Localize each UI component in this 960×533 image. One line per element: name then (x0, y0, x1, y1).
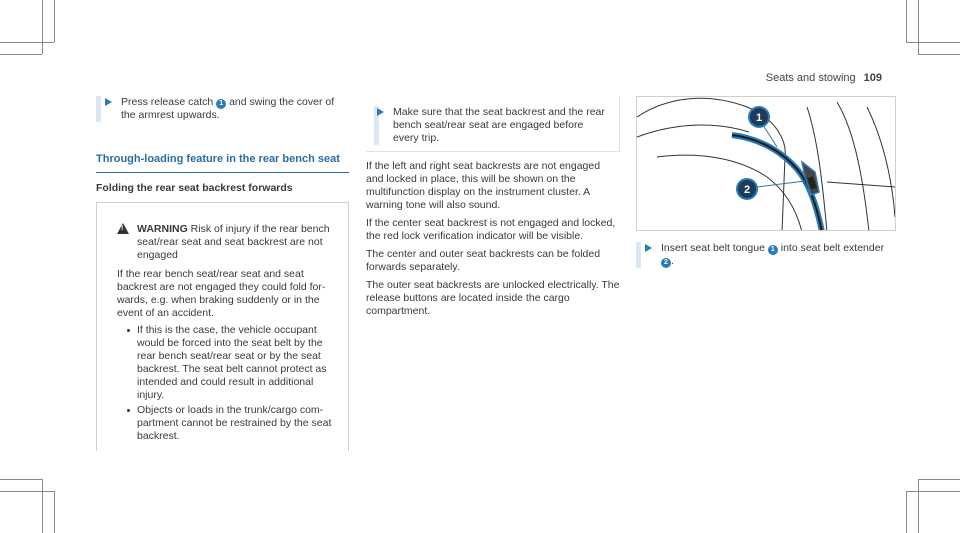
paragraph: The center and outer seat backrests can be folded forwards separately. (366, 248, 601, 273)
crop-mark (906, 491, 960, 492)
warning-triangle-icon (117, 223, 129, 234)
warning-lead: Risk of injury if the rear bench seat/rear seat and seat backrest are not engaged (137, 223, 330, 261)
crop-mark (906, 491, 907, 533)
paragraph: If the left and right seat backrests are not engaged and locked in place, this will be shown on the multifunction display on the instrument cluster. A warning tone will also sound. (366, 160, 601, 211)
note-step (374, 106, 609, 145)
column-left (96, 96, 349, 451)
step-text: Press release catch (121, 96, 214, 108)
body-text (366, 160, 620, 318)
crop-mark (906, 0, 907, 42)
note-text: Make sure that the seat backrest and the rear bench seat/rear seat are engaged before every trip. (393, 106, 605, 144)
crop-mark (906, 42, 960, 43)
sub-heading: Folding the rear seat backrest forwards (96, 182, 349, 203)
callout-2 (737, 179, 757, 199)
step-text: into seat belt extender (780, 242, 885, 254)
crop-mark (42, 479, 43, 533)
crop-mark (54, 491, 55, 533)
step-arrow-icon (105, 98, 112, 106)
header-title: Seats and stowing (765, 72, 856, 84)
callout-marker-1: 1 (768, 245, 778, 255)
column-right (636, 96, 896, 268)
crop-mark (54, 0, 55, 42)
crop-mark (918, 0, 919, 54)
paragraph: If the center seat backrest is not engaged and locked, the red lock verification indicator will be visible. (366, 217, 616, 242)
page-number: 109 (863, 72, 882, 84)
callout-1 (749, 107, 769, 127)
step-text: . (671, 255, 674, 267)
callout-2-label: 2 (743, 184, 751, 196)
step-text: Insert seat belt tongue (661, 242, 765, 254)
warning-header (117, 223, 338, 262)
warning-title: WARNING (137, 223, 188, 235)
warning-body: If the rear bench seat/rear seat and seat backrest are not engaged they could fold forwards, e.g. when braking suddenly or in the event of an accident. (117, 268, 326, 319)
callout-1-label: 1 (755, 112, 763, 124)
step-text: and swing the cover of the armrest upwards. (121, 96, 335, 121)
list-item: If this is the case, the vehicle occupant would be forced into the seat belt by the rear bench seat/rear seat or by the seat backrest. The seat belt cannot protect as intended and could result in additional injury. (127, 324, 338, 402)
crop-mark (0, 42, 54, 43)
callout-marker-2: 2 (661, 258, 671, 268)
step-arrow-icon (645, 244, 652, 252)
seat-belt-drawing (637, 97, 896, 231)
crop-mark (0, 479, 42, 480)
note-box (366, 96, 620, 152)
column-middle (366, 96, 620, 318)
crop-mark (918, 479, 960, 480)
crop-mark (0, 491, 54, 492)
seat-belt-illustration (636, 96, 896, 231)
crop-mark (0, 54, 42, 55)
crop-mark (918, 54, 960, 55)
callout-marker-1: 1 (216, 99, 226, 109)
warning-box (96, 203, 349, 451)
warning-bullets (117, 324, 338, 443)
crop-mark (42, 0, 43, 54)
step-insert-tongue (636, 242, 896, 268)
list-item: Objects or loads in the trunk/cargo compartment cannot be restrained by the seat backrest. (127, 404, 338, 443)
running-header (766, 72, 882, 85)
step-arrow-icon (377, 108, 384, 116)
step-armrest (96, 96, 349, 122)
crop-mark (918, 479, 919, 533)
paragraph: The outer seat backrests are unlocked electrically. The release buttons are located inside the cargo compartment. (366, 279, 620, 317)
section-heading: Through-loading feature in the rear bench seat (96, 153, 349, 173)
